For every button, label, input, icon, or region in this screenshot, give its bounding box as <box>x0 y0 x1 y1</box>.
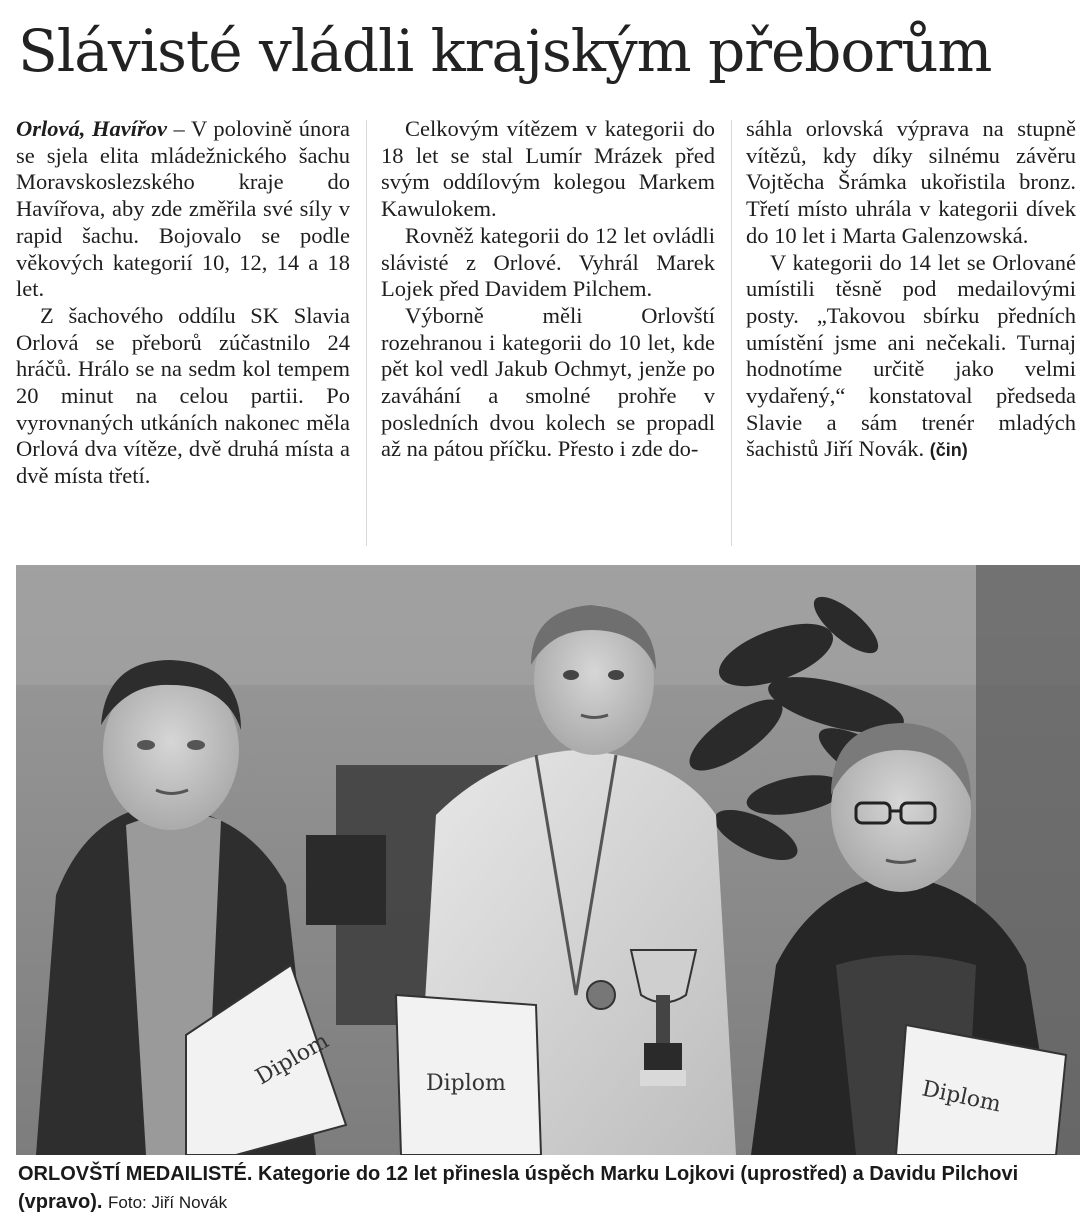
diploma-label: Diplom <box>426 1071 506 1096</box>
article-column-3 <box>746 116 1076 464</box>
photo-credit: Foto: Jiří Novák <box>108 1193 228 1212</box>
paragraph <box>16 116 350 303</box>
paragraph: Výborně měli Orlovští rozehranou i kategorii do 10 let, kde pět kol vedl Jakub Ochmyt, jenže po zaváhání a smolné prohře v posledních dvou kolech se propadl až na pátou příčku. Přesto i zde do- <box>381 302 715 462</box>
column-divider <box>731 120 732 546</box>
diploma-middle <box>396 995 541 1155</box>
paragraph: Celkovým vítězem v kategorii do 18 let se stal Lumír Mrázek před svým oddílovým kolegou Markem Kawulokem. <box>381 116 715 222</box>
news-photo <box>16 565 1080 1155</box>
article-column-2 <box>381 116 715 463</box>
article-column-1 <box>16 116 350 490</box>
caption-lead: ORLOVŠTÍ MEDAILISTÉ. <box>18 1163 253 1185</box>
column-divider <box>366 120 367 546</box>
paragraph: Z šachového oddílu SK Slavia Orlová se přeborů zúčastnilo 24 hráčů. Hrálo se na sedm kol tempem 20 minut na celou partii. Po vyrovnaných utkáních nakonec měla Orlová dva vítěze, dvě druhá místa a dvě místa třetí. <box>16 302 350 489</box>
photo-illustration <box>16 565 1080 1155</box>
paragraph-text: – V polovině února se sjela elita mládežnického šachu Moravskoslezského kraje do Havířova, aby zde změřila své síly v rapid šachu. Bojovalo se podle věkových kategorií 10, 12, 14 a 18 let. <box>16 116 350 302</box>
caption-text: Kategorie do 12 let přinesla úspěch Marku Lojkovi (uprostřed) a Davidu Pilchovi (vpravo). <box>18 1163 1019 1213</box>
paragraph: sáhla orlovská výprava na stupně vítězů, kdy díky silnému závěru Vojtěcha Šrámka ukořistila bronz. Třetí místo uhrála v kategorii dívek do 10 let i Marta Galenzowská. <box>746 116 1076 248</box>
paragraph <box>746 250 1076 465</box>
diploma-label: Diplom <box>251 1028 334 1091</box>
byline: (čin) <box>929 440 968 461</box>
diploma-label: Diplom <box>919 1076 1004 1118</box>
photo-caption <box>18 1160 1078 1217</box>
headline: Slávisté vládli krajským přeborům <box>18 17 992 85</box>
dateline: Orlová, Havířov <box>16 116 167 141</box>
paragraph: Rovněž kategorii do 12 let ovládli slávisté z Orlové. Vyhrál Marek Lojek před Davidem Pilchem. <box>381 222 715 302</box>
paragraph-text: V kategorii do 14 let se Orlované umístili těsně pod medailovými posty. „Takovou sbírku předních umístění jsme ani nečekali. Turnaj hodnotíme určitě jako velmi vydařený,“ konstatoval předseda Slavie a sám trenér mladých šachistů Jiří Novák. <box>746 249 1076 462</box>
